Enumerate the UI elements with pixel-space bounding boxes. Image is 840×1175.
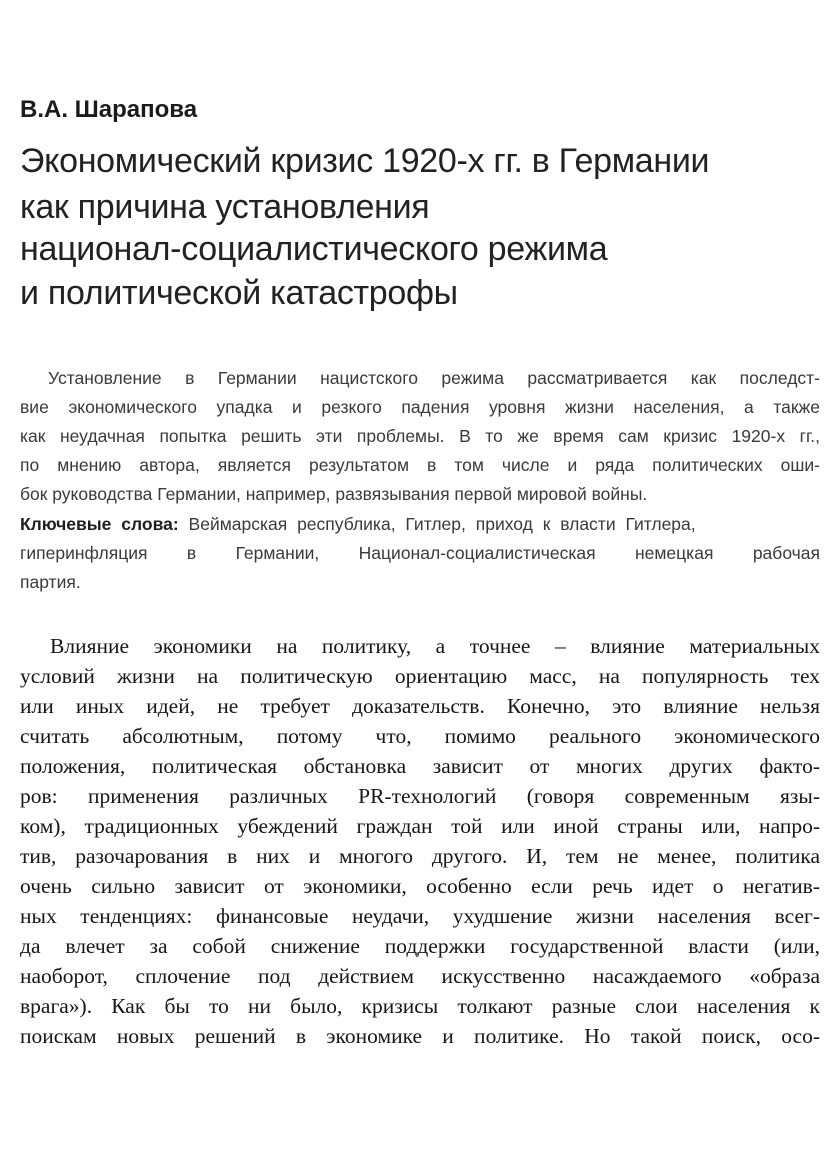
- abstract-line-1: Установление в Германии нацистского режима рассматривается как последст-: [48, 368, 820, 388]
- keywords-line-3: партия.: [20, 572, 81, 592]
- author-name: В.А. Шарапова: [20, 96, 198, 123]
- body-line-5: положения, политическая обстановка зависит от многих других факто-: [20, 754, 820, 778]
- abstract-line-5: бок руководства Германии, например, развязывания первой мировой войны.: [20, 484, 648, 504]
- body-line-1: Влияние экономики на политику, а точнее – влияние материальных: [50, 634, 820, 658]
- keywords-line-2: гиперинфляция в Германии, Национал-социалистическая немецкая рабочая: [20, 543, 820, 563]
- body-line-7: ком), традиционных убеждений граждан той или иной страны или, напро-: [20, 814, 820, 838]
- body-line-6: ров: применения различных PR-технологий (говоря современным язы-: [20, 784, 820, 808]
- body-line-12: наоборот, сплочение под действием искусственно насаждаемого «образа: [20, 964, 820, 988]
- abstract-line-3: как неудачная попытка решить эти проблемы. В то же время сам кризис 1920-х гг.,: [20, 426, 820, 446]
- abstract-line-4: по мнению автора, является результатом в том числе и ряда политических оши-: [20, 455, 820, 475]
- article-title-line-1: Экономический кризис 1920-х гг. в Германии: [20, 142, 710, 180]
- body-line-14: поискам новых решений в экономике и политике. Но такой поиск, осо-: [20, 1024, 820, 1048]
- body-line-13: врага»). Как бы то ни было, кризисы толкают разные слои населения к: [20, 994, 820, 1018]
- article-title-line-2: как причина установления: [20, 188, 430, 226]
- body-line-4: считать абсолютным, потому что, помимо реального экономического: [20, 724, 820, 748]
- body-line-11: да влечет за собой снижение поддержки государственной власти (или,: [20, 934, 820, 958]
- body-line-2: условий жизни на политическую ориентацию масс, на популярность тех: [20, 664, 820, 688]
- abstract-line-2: вие экономического упадка и резкого падения уровня жизни населения, а также: [20, 397, 820, 417]
- body-line-3: или иных идей, не требует доказательств. Конечно, это влияние нельзя: [20, 694, 820, 718]
- article-title-line-4: и политической катастрофы: [20, 274, 458, 312]
- body-line-9: очень сильно зависит от экономики, особенно если речь идет о негатив-: [20, 874, 820, 898]
- keywords-text-1: Веймарская республика, Гитлер, приход к власти Гитлера,: [178, 514, 696, 534]
- keywords-label: Ключевые слова:: [20, 514, 179, 534]
- article-title-line-3: национал-социалистического режима: [20, 230, 608, 268]
- keywords-line-1: [20, 514, 820, 535]
- body-line-10: ных тенденциях: финансовые неудачи, ухудшение жизни населения всег-: [20, 904, 820, 928]
- body-line-8: тив, разочарования в них и многого другого. И, тем не менее, политика: [20, 844, 820, 868]
